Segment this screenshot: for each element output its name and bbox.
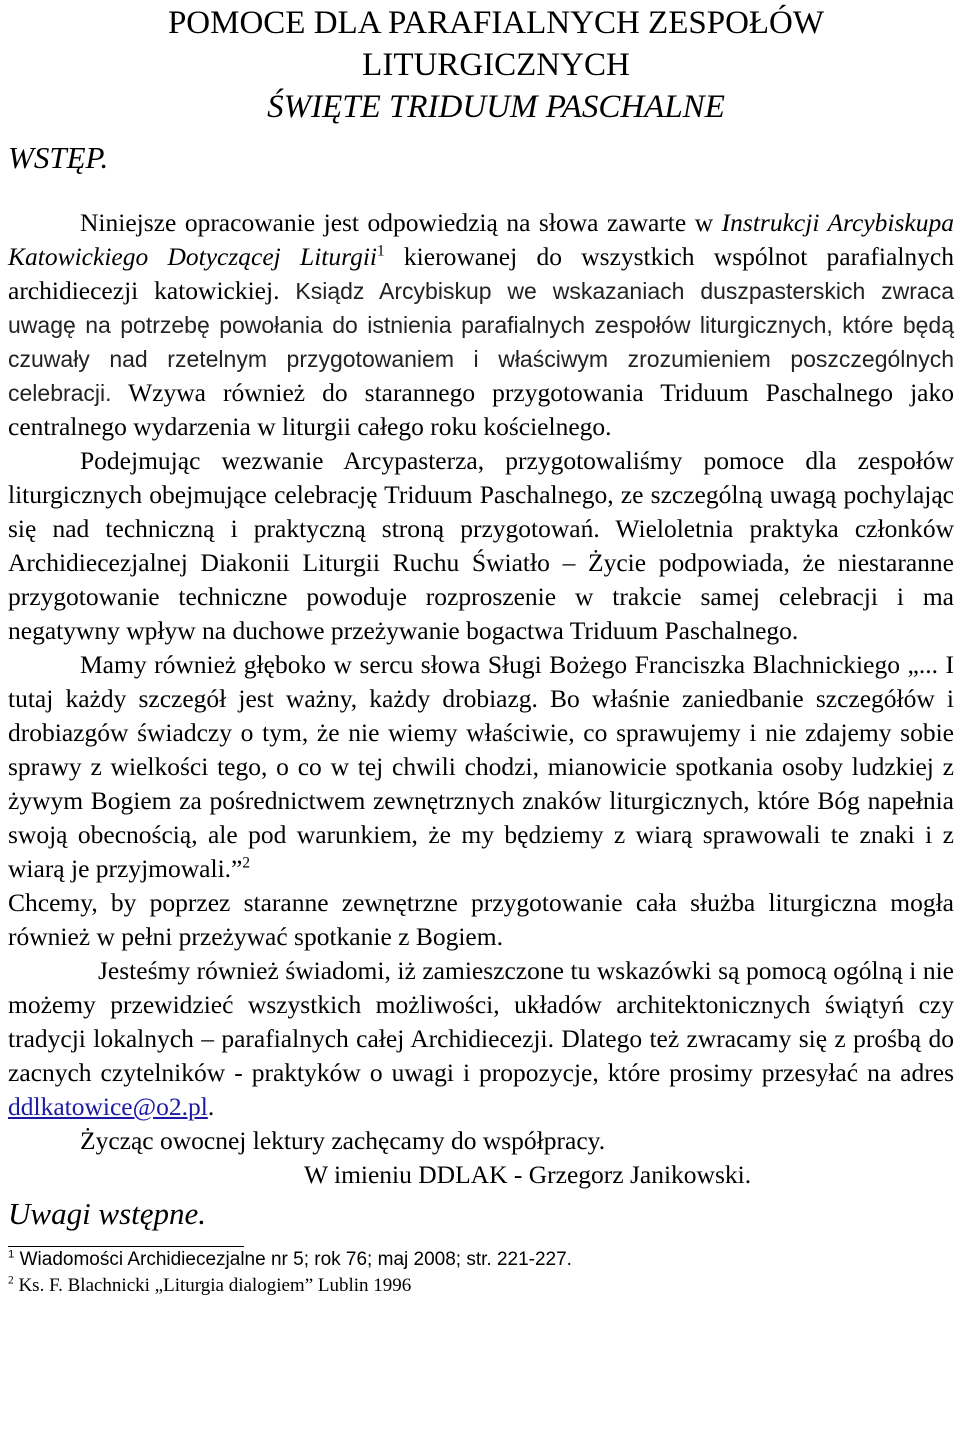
paragraph-quote: [8, 648, 954, 886]
p1-text-c: kierowanej do wszystkich wspólnot parafialnych archidiecezji katowickiej.: [8, 242, 954, 305]
footnote-2: [8, 1273, 954, 1299]
p5-text: Jesteśmy również świadomi, iż zamieszczone tu wskazówki są pomocą ogólną i nie możemy przewidzieć wszystkich możliwości, układów architektonicznych świątyń czy tradycji lokalnych – parafialnych całej Archidiecezji. Dlatego też zwracamy się z prośbą do zacnych czytelników - praktyków o uwagi i propozycje, które prosimy przesyłać na adres: [8, 956, 954, 1087]
footnote-2-number: 2: [8, 1274, 14, 1287]
closing-line: Życząc owocnej lektury zachęcamy do współpracy.: [80, 1126, 606, 1155]
document-subtitle: ŚWIĘTE TRIDUUM PASCHALNE: [267, 89, 725, 125]
intro-heading: WSTĘP.: [8, 140, 109, 175]
footnote-ref-1: 1: [377, 242, 385, 260]
blachnicki-quote: Mamy również głęboko w sercu słowa Sługi Bożego Franciszka Blachnickiego „... I tutaj każdy szczegół jest ważny, każdy drobiazg. Bo właśnie zaniedbanie szczegółów i drobiazgów świadczy o tym, że nie wiemy właściwie, co sprawujemy i nie zdajemy sobie sprawy z wielkości tego, o co w tej chwili chodzi, mianowicie spotkania osoby ludzkiej z żywym Bogiem za pośrednictwem zewnętrznych znaków liturgicznych, które Bóg napełnia swoją obecnością, ale pod warunkiem, że my będziemy z wiarą sprawowali te znaki i z wiarą je przyjmowali.”: [8, 650, 954, 883]
document-title-line-2: LITURGICZNYCH: [362, 47, 630, 83]
footnote-2-text: Ks. F. Blachnicki „Liturgia dialogiem” Lublin 1996: [18, 1275, 412, 1296]
paragraph-preparation: Podejmując wezwanie Arcypasterza, przygotowaliśmy pomoce dla zespołów liturgicznych obejmujące celebrację Triduum Paschalnego, ze szczególną uwagą pochylając się nad techniczną i praktyczną stroną przygotowań. Wieloletnia praktyka członków Archidiecezjalnej Diakonii Liturgii Ruchu Światło – Życie podpowiada, że niestaranne przygotowanie techniczne powoduje rozproszenie w trakcie samej celebracji i ma negatywny wpływ na duchowe przeżywanie bogactwa Triduum Paschalnego.: [8, 446, 954, 645]
paragraph-intro: [8, 206, 954, 444]
footnote-1: [8, 1247, 954, 1273]
footnote-1-text: Wiadomości Archidiecezjalne nr 5; rok 76; maj 2008; str. 221-227.: [19, 1249, 572, 1270]
signature: W imieniu DDLAK - Grzegorz Janikowski.: [304, 1160, 752, 1189]
footnote-ref-2: 2: [242, 854, 251, 872]
document-page: [8, 0, 954, 1299]
p1-text-d: Ksiądz Arcybiskup we wskazaniach duszpasterskich zwraca uwagę na potrzebę powołania do istnienia parafialnych zespołów liturgicznych, które będą czuwały nad rzetelnym przygotowaniem i właściwym zrozumieniem poszczególnych celebracji.: [8, 278, 954, 406]
email-link[interactable]: ddlkatowice@o2.pl: [8, 1092, 208, 1121]
paragraph-awareness: [8, 954, 954, 1124]
instruction-title: Instrukcji Arcybiskupa Katowickiego Dotyczącej Liturgii: [8, 208, 954, 271]
p5-end: .: [207, 1092, 215, 1121]
paragraph-service: Chcemy, by poprzez staranne zewnętrzne przygotowanie cała służba liturgiczna mogła również w pełni przeżywać spotkanie z Bogiem.: [8, 888, 954, 951]
section-heading: Uwagi wstępne.: [8, 1196, 207, 1231]
document-title-line-1: POMOCE DLA PARAFIALNYCH ZESPOŁÓW: [167, 5, 825, 41]
footnote-1-number: 1: [8, 1248, 15, 1261]
p1-text-e: Wzywa również do starannego przygotowania Triduum Paschalnego jako centralnego wydarzenia w liturgii całego roku kościelnego.: [8, 378, 954, 441]
p1-text-a: Niniejsze opracowanie jest odpowiedzią na słowa zawarte w: [80, 208, 722, 237]
